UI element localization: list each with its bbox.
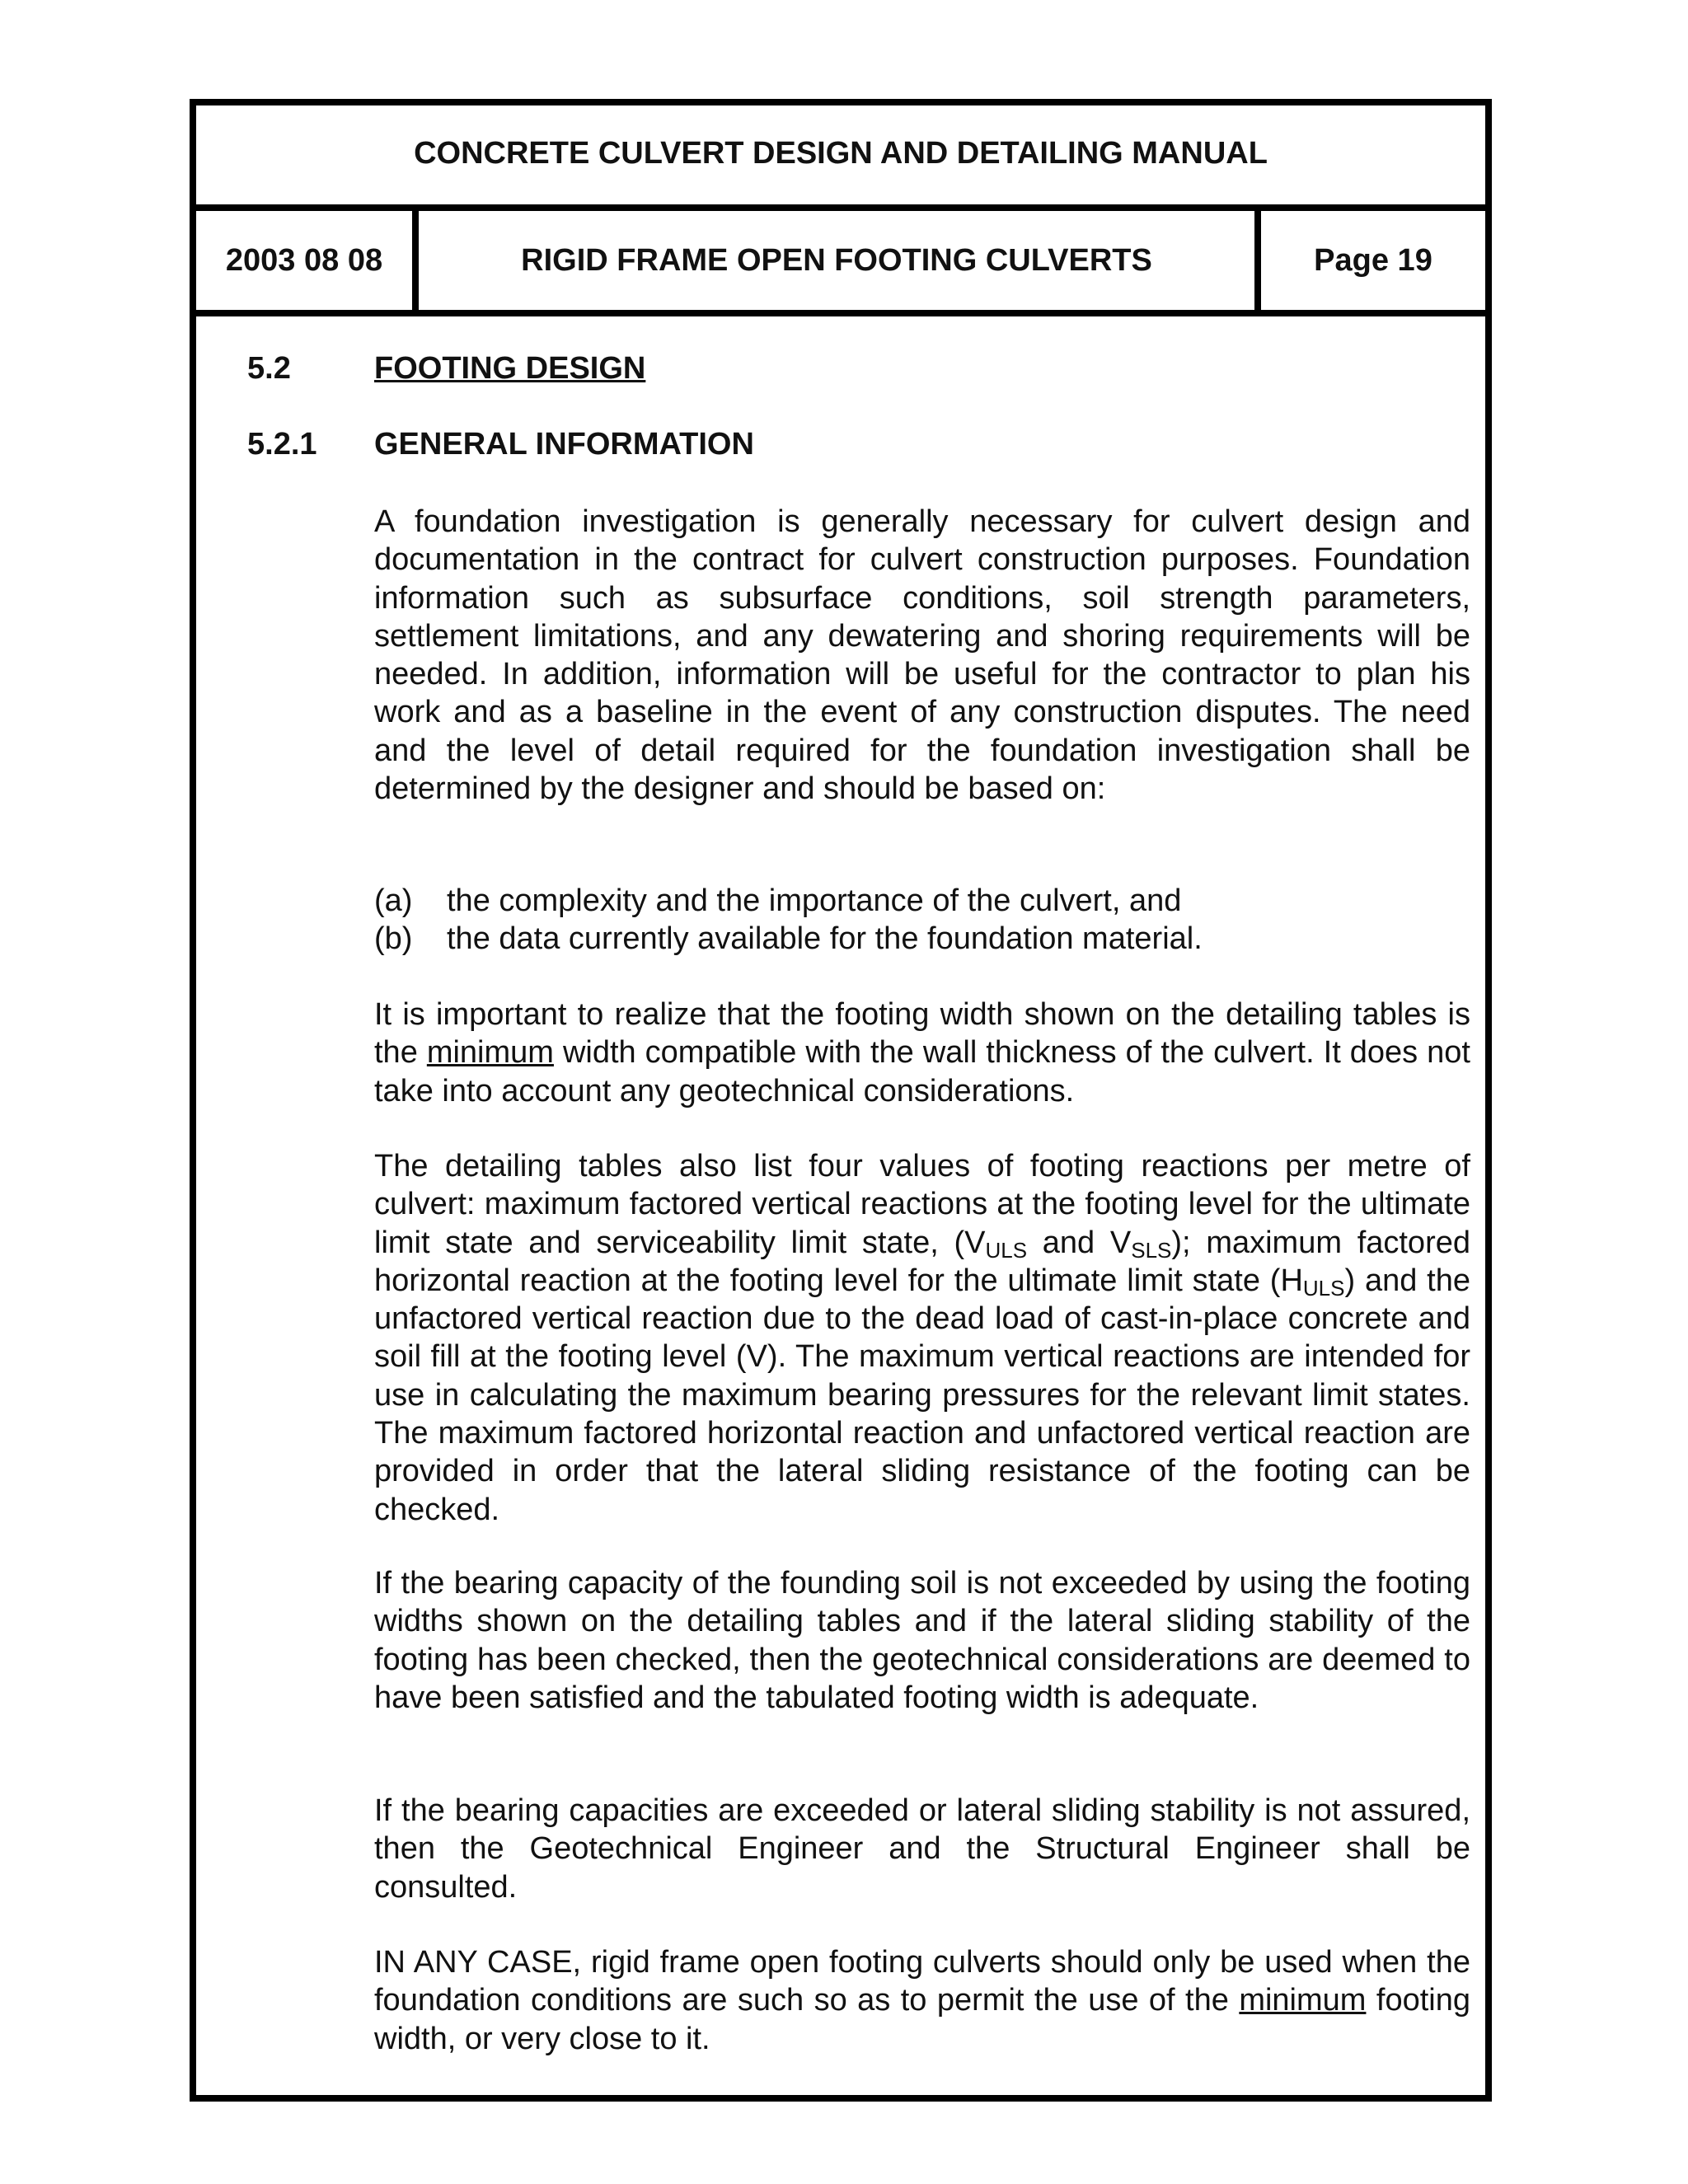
- emphasis-minimum: minimum: [426, 1035, 554, 1071]
- header-page-number: Page 19: [1314, 243, 1432, 278]
- list-marker: (a): [374, 883, 413, 918]
- list-item: [374, 882, 1181, 920]
- emphasis-minimum: minimum: [1239, 1983, 1367, 2018]
- list-text: the complexity and the importance of the culvert, and: [447, 883, 1182, 918]
- list-item: [374, 920, 1203, 958]
- subsection-title: GENERAL INFORMATION: [374, 427, 754, 462]
- section-number: 5.2: [247, 351, 291, 386]
- paragraph-text: ) and the unfactored vertical reaction due to the dead load of cast-in-place concrete and soil fill at the footing level (V). The maximum vertical reactions are intended for use in calculating the maximum bearing pressures for the relevant limit states. The maximum factored horizontal reaction and unfactored vertical reaction are provided in order that the lateral sliding resistance of the footing can be checked.: [374, 1263, 1470, 1527]
- paragraph-footing-reactions: [374, 1147, 1470, 1529]
- paragraph-text: It is important to realize that the footing width shown on the detailing tables is the: [374, 997, 1470, 1071]
- paragraph-text: width compatible with the wall thickness of the culvert. It does not take into account any geotechnical considerations.: [374, 1035, 1470, 1108]
- header-divider-bottom: [190, 310, 1492, 316]
- manual-title: CONCRETE CULVERT DESIGN AND DETAILING MANUAL: [414, 136, 1268, 171]
- list-text: the data currently available for the foundation material.: [447, 921, 1203, 956]
- paragraph-consult-engineers: If the bearing capacities are exceeded or lateral sliding stability is not assured, then the Geotechnical Engineer and the Structural Engineer shall be consulted.: [374, 1793, 1470, 1905]
- paragraph-text: ); maximum factored horizontal reaction at the footing level for the ultimate limit state (H: [374, 1225, 1470, 1298]
- subsection-number: 5.2.1: [247, 427, 317, 462]
- header-date: 2003 08 08: [225, 243, 383, 278]
- header-divider-top: [190, 204, 1492, 211]
- paragraph-minimum-width: [374, 996, 1470, 1110]
- subscript-uls: ULS: [985, 1237, 1028, 1263]
- paragraph-text: and V: [1027, 1225, 1132, 1260]
- header-divider-right: [1254, 204, 1261, 316]
- paragraph-text: IN ANY CASE, rigid frame open footing culverts should only be used when the foundation conditions are such so as to permit the use of the: [374, 1945, 1470, 2018]
- list-marker: (b): [374, 921, 413, 956]
- paragraph-in-any-case: [374, 1943, 1470, 2058]
- paragraph-foundation-investigation: A foundation investigation is generally necessary for culvert design and documentation in the contract for culvert construction purposes. Foundation information such as subsurface conditions, soil strength parameters, settlement limitations, and any dewatering and shoring requirements will be needed. In addition, information will be useful for the contractor to plan his work and as a baseline in the event of any construction disputes. The need and the level of detail required for the foundation investigation shall be determined by the designer and should be based on:: [374, 504, 1470, 807]
- header-section-title: RIGID FRAME OPEN FOOTING CULVERTS: [521, 243, 1152, 278]
- paragraph-bearing-capacity: If the bearing capacity of the founding soil is not exceeded by using the footing widths shown on the detailing tables and if the lateral sliding stability of the footing has been checked, then the geotechnical considerations are deemed to have been satisfied and the tabulated footing width is adequate.: [374, 1566, 1470, 1715]
- section-title: FOOTING DESIGN: [374, 351, 646, 386]
- subscript-uls: ULS: [1302, 1275, 1345, 1301]
- paragraph-text: footing width, or very close to it.: [374, 1983, 1470, 2056]
- subscript-sls: SLS: [1131, 1237, 1172, 1263]
- paragraph-text: The detailing tables also list four values of footing reactions per metre of culvert: maximum factored vertical reactions at the footing level for the ultimate limit state and serviceability limit state, (V: [374, 1149, 1470, 1260]
- header-divider-left: [412, 204, 419, 316]
